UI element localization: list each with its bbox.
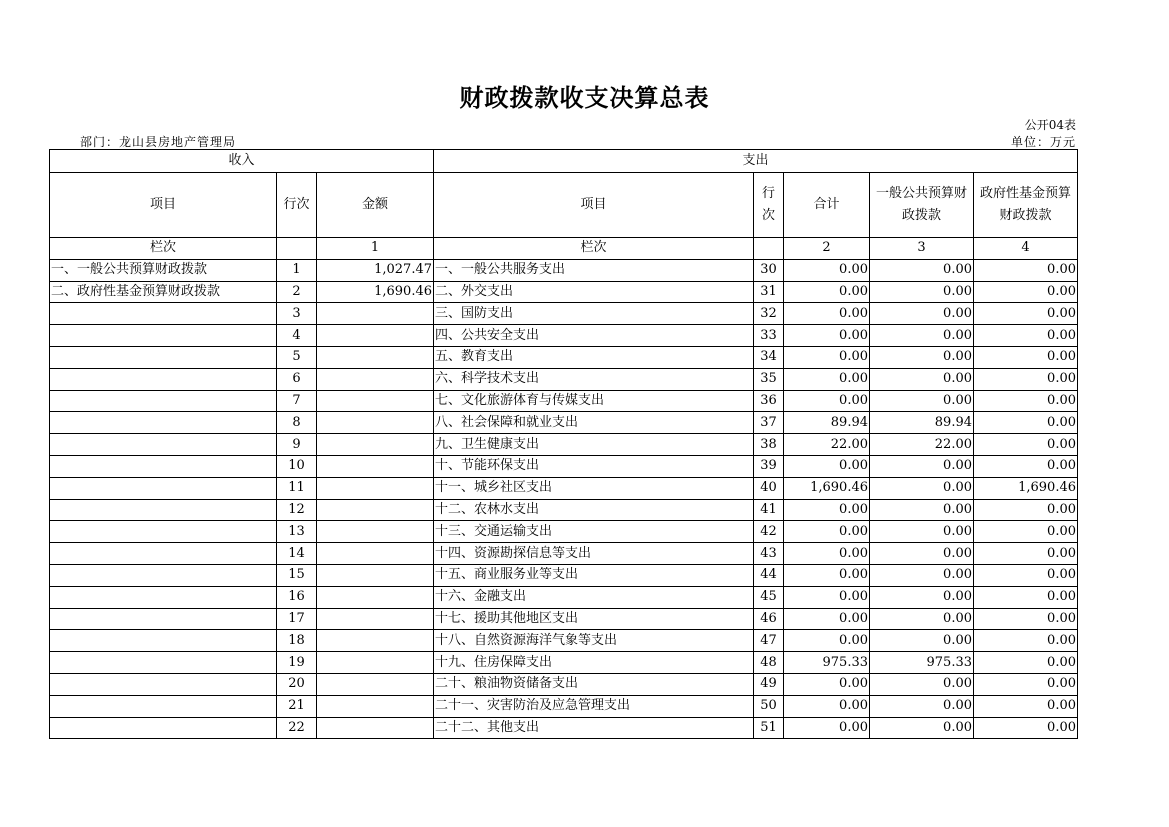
general-budget-cell: 0.00 [870,521,974,543]
general-budget-cell: 0.00 [870,630,974,652]
income-item-cell [50,477,277,499]
gov-fund-cell: 0.00 [974,717,1078,739]
expense-line-no-cell: 42 [754,521,784,543]
total-cell: 0.00 [784,455,870,477]
column-header-row [50,173,1078,238]
total-cell: 0.00 [784,695,870,717]
general-budget-cell: 0.00 [870,346,974,368]
income-item-cell [50,303,277,325]
general-budget-cell: 89.94 [870,412,974,434]
expense-item-cell: 三、国防支出 [434,303,754,325]
general-budget-cell: 0.00 [870,368,974,390]
table-row [50,652,1078,674]
general-budget-cell: 0.00 [870,303,974,325]
income-item-cell: 二、政府性基金预算财政拨款 [50,281,277,303]
total-cell: 0.00 [784,303,870,325]
total-cell: 0.00 [784,630,870,652]
budget-summary-table [49,149,1078,739]
income-amount-cell [317,346,434,368]
income-line-no-cell: 14 [277,543,317,565]
form-code: 公开04表 [1024,118,1076,132]
gov-fund-cell: 0.00 [974,368,1078,390]
income-item-cell [50,630,277,652]
total-cell: 0.00 [784,543,870,565]
table-row [50,325,1078,347]
table-row [50,390,1078,412]
total-cell: 0.00 [784,586,870,608]
income-item-cell [50,325,277,347]
income-amount-cell [317,543,434,565]
table-row [50,521,1078,543]
income-item-cell [50,499,277,521]
table-row [50,412,1078,434]
income-item-cell [50,455,277,477]
income-line-no-cell: 3 [277,303,317,325]
income-amount-cell [317,455,434,477]
income-amount-cell [317,673,434,695]
income-line-no-cell: 8 [277,412,317,434]
expense-item-cell: 五、教育支出 [434,346,754,368]
general-budget-cell: 0.00 [870,325,974,347]
gov-fund-cell: 0.00 [974,281,1078,303]
income-line-no-cell: 6 [277,368,317,390]
expense-line-no-cell: 36 [754,390,784,412]
table-row [50,673,1078,695]
table-row [50,368,1078,390]
income-line-no-cell: 12 [277,499,317,521]
gov-fund-cell: 0.00 [974,434,1078,456]
table-row [50,281,1078,303]
general-budget-cell: 0.00 [870,259,974,281]
total-cell: 0.00 [784,673,870,695]
table-row [50,303,1078,325]
expense-line-no-cell: 34 [754,346,784,368]
expense-line-no-cell: 35 [754,368,784,390]
income-line-no-cell: 7 [277,390,317,412]
income-item-cell [50,695,277,717]
income-amount-cell [317,390,434,412]
total-cell: 0.00 [784,368,870,390]
expense-item-cell: 七、文化旅游体育与传媒支出 [434,390,754,412]
index-fund: 4 [974,238,1078,260]
index-total: 2 [784,238,870,260]
general-budget-cell: 0.00 [870,564,974,586]
expense-item-cell: 二十、粮油物资储备支出 [434,673,754,695]
expense-item-cell: 十九、住房保障支出 [434,652,754,674]
income-amount-cell [317,368,434,390]
total-cell: 0.00 [784,608,870,630]
general-budget-cell: 0.00 [870,673,974,695]
gov-fund-cell: 0.00 [974,695,1078,717]
expense-header: 支出 [434,150,1078,173]
income-amount-cell [317,695,434,717]
income-amount-cell [317,564,434,586]
expense-item-cell: 十五、商业服务业等支出 [434,564,754,586]
income-item-cell [50,564,277,586]
income-item-cell [50,608,277,630]
column-index-row [50,238,1078,260]
general-budget-cell: 0.00 [870,477,974,499]
income-item-header: 项目 [50,173,277,238]
income-line-no-cell: 9 [277,434,317,456]
expense-item-cell: 八、社会保障和就业支出 [434,412,754,434]
total-cell: 0.00 [784,564,870,586]
index-exp-label: 栏次 [434,238,754,260]
income-amount-cell [317,717,434,739]
table-row [50,346,1078,368]
expense-line-no-cell: 31 [754,281,784,303]
expense-item-cell: 十四、资源勘探信息等支出 [434,543,754,565]
gov-fund-cell: 0.00 [974,673,1078,695]
income-line-no-cell: 21 [277,695,317,717]
expense-line-no-header: 行次 [754,173,784,238]
gov-fund-cell: 0.00 [974,346,1078,368]
income-amount-cell [317,499,434,521]
income-line-no-cell: 2 [277,281,317,303]
expense-item-cell: 十七、援助其他地区支出 [434,608,754,630]
section-header-row [50,150,1078,173]
income-amount-cell: 1,027.47 [317,259,434,281]
general-budget-cell: 0.00 [870,543,974,565]
income-item-cell [50,673,277,695]
gov-fund-cell: 0.00 [974,455,1078,477]
general-budget-header: 一般公共预算财政拨款 [870,173,974,238]
table-row [50,259,1078,281]
income-amount-cell [317,303,434,325]
expense-line-no-cell: 39 [754,455,784,477]
total-cell: 0.00 [784,325,870,347]
expense-item-cell: 十、节能环保支出 [434,455,754,477]
gov-fund-cell: 1,690.46 [974,477,1078,499]
expense-item-header: 项目 [434,173,754,238]
index-general: 3 [870,238,974,260]
table-row [50,543,1078,565]
gov-fund-cell: 0.00 [974,652,1078,674]
table-row [50,564,1078,586]
table-row [50,455,1078,477]
expense-item-cell: 十二、农林水支出 [434,499,754,521]
income-amount-cell [317,434,434,456]
total-cell: 0.00 [784,281,870,303]
index-amount: 1 [317,238,434,260]
income-line-no-cell: 17 [277,608,317,630]
gov-fund-cell: 0.00 [974,303,1078,325]
gov-fund-cell: 0.00 [974,412,1078,434]
total-cell: 22.00 [784,434,870,456]
gov-fund-cell: 0.00 [974,586,1078,608]
gov-fund-cell: 0.00 [974,543,1078,565]
total-cell: 0.00 [784,499,870,521]
total-header: 合计 [784,173,870,238]
expense-line-no-cell: 48 [754,652,784,674]
expense-line-no-cell: 41 [754,499,784,521]
expense-line-no-cell: 37 [754,412,784,434]
income-item-cell [50,652,277,674]
gov-fund-cell: 0.00 [974,630,1078,652]
general-budget-cell: 22.00 [870,434,974,456]
general-budget-cell: 0.00 [870,499,974,521]
income-line-no-cell: 1 [277,259,317,281]
table-row [50,499,1078,521]
income-line-no-cell: 22 [277,717,317,739]
income-amount-cell [317,608,434,630]
income-amount-cell [317,325,434,347]
gov-fund-cell: 0.00 [974,259,1078,281]
expense-item-cell: 十三、交通运输支出 [434,521,754,543]
expense-line-no-cell: 49 [754,673,784,695]
expense-line-no-cell: 30 [754,259,784,281]
table-row [50,630,1078,652]
expense-line-no-cell: 40 [754,477,784,499]
income-item-cell [50,717,277,739]
table-row [50,717,1078,739]
expense-line-no-cell: 32 [754,303,784,325]
income-amount-header: 金额 [317,173,434,238]
income-header: 收入 [50,150,434,173]
table-row [50,434,1078,456]
general-budget-cell: 0.00 [870,586,974,608]
expense-line-no-cell: 44 [754,564,784,586]
general-budget-cell: 0.00 [870,281,974,303]
income-line-no-cell: 10 [277,455,317,477]
table-row [50,477,1078,499]
total-cell: 89.94 [784,412,870,434]
page-title: 财政拨款收支决算总表 [459,84,710,112]
total-cell: 0.00 [784,390,870,412]
gov-fund-cell: 0.00 [974,521,1078,543]
unit-label: 单位：万元 [1010,135,1076,149]
income-line-no-header: 行次 [277,173,317,238]
expense-item-cell: 四、公共安全支出 [434,325,754,347]
expense-item-cell: 一、一般公共服务支出 [434,259,754,281]
income-line-no-cell: 15 [277,564,317,586]
expense-item-cell: 十一、城乡社区支出 [434,477,754,499]
gov-fund-cell: 0.00 [974,325,1078,347]
income-item-cell [50,434,277,456]
income-item-cell [50,412,277,434]
income-line-no-cell: 16 [277,586,317,608]
index-empty [277,238,317,260]
income-item-cell [50,586,277,608]
income-item-cell [50,521,277,543]
general-budget-cell: 0.00 [870,695,974,717]
expense-item-cell: 十八、自然资源海洋气象等支出 [434,630,754,652]
general-budget-cell: 0.00 [870,608,974,630]
general-budget-cell: 0.00 [870,390,974,412]
expense-item-cell: 六、科学技术支出 [434,368,754,390]
income-amount-cell [317,630,434,652]
gov-fund-header: 政府性基金预算财政拨款 [974,173,1078,238]
expense-item-cell: 十六、金融支出 [434,586,754,608]
income-item-cell: 一、一般公共预算财政拨款 [50,259,277,281]
total-cell: 0.00 [784,717,870,739]
income-item-cell [50,390,277,412]
general-budget-cell: 0.00 [870,717,974,739]
income-line-no-cell: 11 [277,477,317,499]
income-item-cell [50,368,277,390]
expense-item-cell: 二十二、其他支出 [434,717,754,739]
total-cell: 0.00 [784,521,870,543]
total-cell: 0.00 [784,259,870,281]
income-amount-cell [317,477,434,499]
table-row [50,608,1078,630]
gov-fund-cell: 0.00 [974,564,1078,586]
income-item-cell [50,346,277,368]
total-cell: 975.33 [784,652,870,674]
income-line-no-cell: 20 [277,673,317,695]
expense-line-no-cell: 45 [754,586,784,608]
income-amount-cell [317,521,434,543]
income-amount-cell [317,412,434,434]
general-budget-cell: 975.33 [870,652,974,674]
index-exp-empty [754,238,784,260]
income-line-no-cell: 13 [277,521,317,543]
index-label: 栏次 [50,238,277,260]
expense-line-no-cell: 50 [754,695,784,717]
gov-fund-cell: 0.00 [974,608,1078,630]
expense-line-no-cell: 38 [754,434,784,456]
income-line-no-cell: 4 [277,325,317,347]
general-budget-cell: 0.00 [870,455,974,477]
expense-line-no-cell: 33 [754,325,784,347]
table-row [50,586,1078,608]
gov-fund-cell: 0.00 [974,390,1078,412]
income-line-no-cell: 18 [277,630,317,652]
expense-line-no-cell: 46 [754,608,784,630]
total-cell: 1,690.46 [784,477,870,499]
income-amount-cell [317,586,434,608]
expense-line-no-cell: 43 [754,543,784,565]
income-amount-cell: 1,690.46 [317,281,434,303]
department-label: 部门：龙山县房地产管理局 [80,135,237,149]
income-line-no-cell: 5 [277,346,317,368]
expense-line-no-cell: 47 [754,630,784,652]
expense-item-cell: 二十一、灾害防治及应急管理支出 [434,695,754,717]
income-amount-cell [317,652,434,674]
expense-line-no-cell: 51 [754,717,784,739]
income-line-no-cell: 19 [277,652,317,674]
expense-item-cell: 二、外交支出 [434,281,754,303]
total-cell: 0.00 [784,346,870,368]
table-row [50,695,1078,717]
expense-item-cell: 九、卫生健康支出 [434,434,754,456]
income-item-cell [50,543,277,565]
gov-fund-cell: 0.00 [974,499,1078,521]
